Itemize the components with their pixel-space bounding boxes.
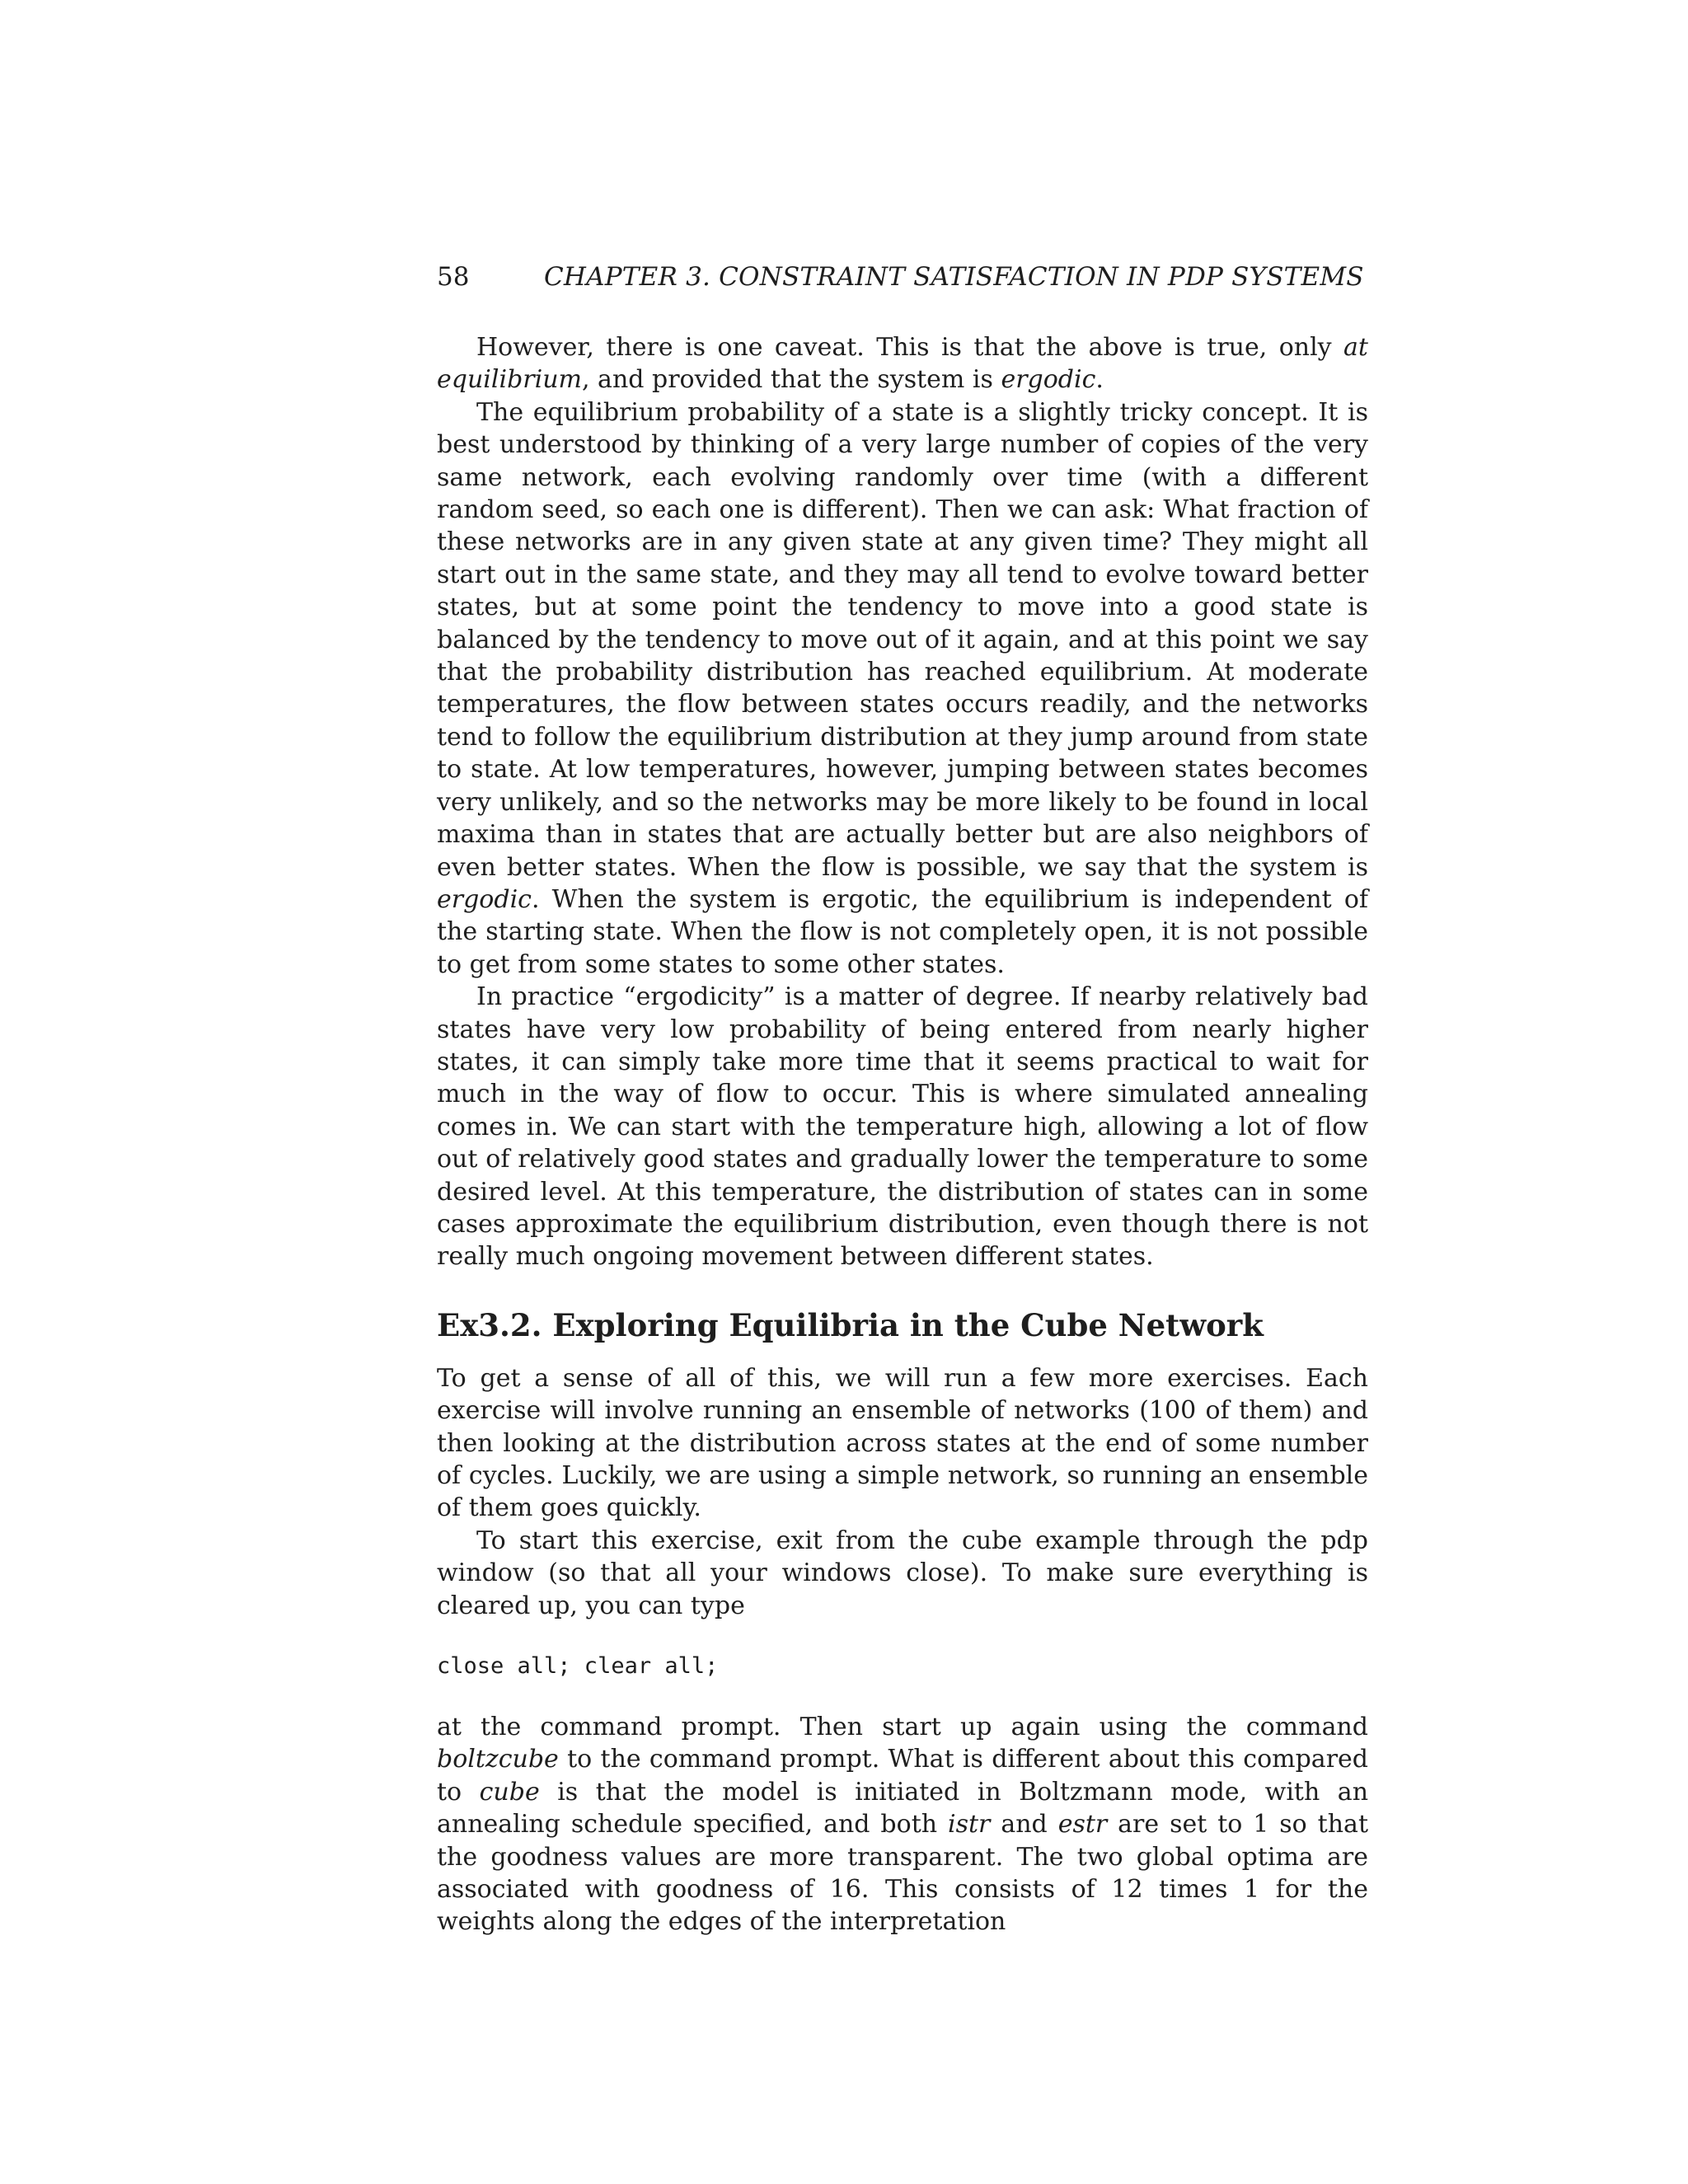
emphasis-ergodic: ergodic xyxy=(1001,365,1096,395)
emphasis-ergodic-2: ergodic xyxy=(437,884,532,914)
document-page xyxy=(437,260,1368,1938)
emphasis-istr: istr xyxy=(948,1810,991,1840)
page-number: 58 xyxy=(437,262,470,292)
emphasis-estr: estr xyxy=(1057,1810,1108,1840)
chapter-title: CHAPTER 3. CONSTRAINT SATISFACTION IN PDP SYSTEMS xyxy=(544,262,1364,292)
emphasis-boltzcube: boltzcube xyxy=(437,1745,559,1774)
paragraph-boltzcube: at the command prompt. Then start up again using the command boltzcube to the command prompt. What is different about this compared to cube is that the model is initiated in Boltzmann mode, with an annealing schedule specified, and both istr and estr are set to 1 so that the goodness values are more transparent. The two global optima are associated with goodness of 16. This consists of 12 times 1 for the weights along the edges of the interpretation xyxy=(437,1713,1369,1937)
paragraph-equilibrium-probability: The equilibrium probability of a state is a slightly tricky concept. It is best understood by thinking of a very large number of copies of the very same network, each evolving randomly over time (with a different random seed, so each one is different). Then we can ask: What fraction of these networks are in any given state at any given time? They might all start out in the same state, and they may all tend to evolve toward better states, but at some point the tendency to move into a good state is balanced by the tendency to move out of it again, and at this point we say that the probability distribution has reached equilibrium. At moderate temperatures, the flow between states occurs readily, and the networks tend to follow the equilibrium distribution at they jump around from state to state. At low temperatures, however, jumping between states becomes very unlikely, and so the networks may be more likely to be found in local maxima than in states that are actually better but are also neighbors of even better states. When the flow is possible, we say that the system is ergodic. When the system is ergotic, the equilibrium is independent of the starting state. When the flow is not completely open, it is not possible to get from some states to some other states. xyxy=(437,397,1368,979)
emphasis-at-equilibrium: at equilibrium xyxy=(437,333,1368,395)
paragraph-caveat: However, there is one caveat. This is that the above is true, only at equilibrium, and provided that the system is ergodic. xyxy=(437,333,1368,395)
running-header xyxy=(437,260,1368,293)
paragraph-exercise-start: To start this exercise, exit from the cube example through the pdp window (so that all your windows close). To make sure everything is cleared up, you can type xyxy=(437,1526,1368,1620)
code-command: close all; clear all; xyxy=(437,1653,719,1680)
emphasis-cube: cube xyxy=(479,1777,540,1807)
section-heading: Ex3.2. Exploring Equilibria in the Cube Network xyxy=(437,1306,1264,1343)
paragraph-exercise-intro: To get a sense of all of this, we will run a few more exercises. Each exercise will involve running an ensemble of networks (100 of them) and then looking at the distribution across states at the end of some number of cycles. Luckily, we are using a simple network, so running an ensemble of them goes quickly. xyxy=(437,1363,1368,1523)
paragraph-ergodicity: In practice “ergodicity” is a matter of degree. If nearby relatively bad states have very low probability of being entered from nearly higher states, it can simply take more time that it seems practical to wait for much in the way of flow to occur. This is where simulated annealing comes in. We can start with the temperature high, allowing a lot of flow out of relatively good states and gradually lower the temperature to some desired level. At this temperature, the distribution of states can in some cases approximate the equilibrium distribution, even though there is not really much ongoing movement between different states. xyxy=(437,982,1368,1272)
